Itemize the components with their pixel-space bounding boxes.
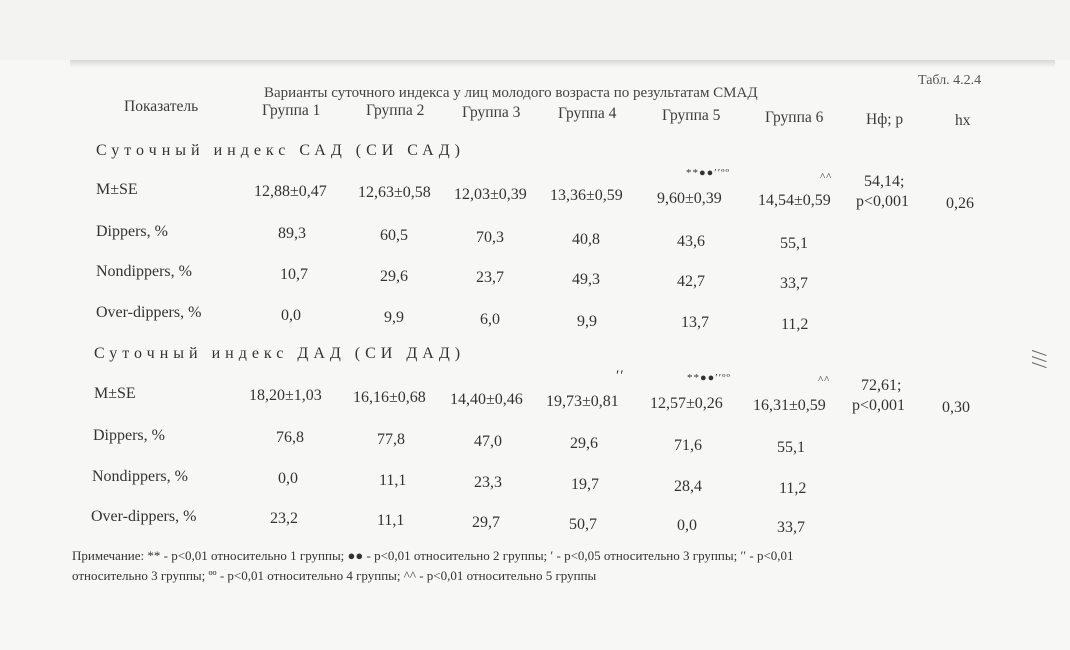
header-group-5: Группа 5 [662, 107, 721, 124]
row-label-nondippers: Nondippers, % [96, 263, 192, 280]
table-cell: 28,4 [674, 478, 702, 495]
scan-page-edge [70, 60, 1055, 68]
table-number: Табл. 4.2.4 [918, 73, 982, 88]
table-cell: 14,40±0,46 [450, 391, 523, 408]
table-cell: 9,60±0,39 [657, 190, 722, 207]
table-cell: 49,3 [572, 271, 600, 288]
table-cell: 55,1 [780, 235, 808, 252]
header-stat: Нф; р [866, 111, 904, 128]
table-cell: 18,20±1,03 [249, 387, 322, 404]
table-cell: 33,7 [777, 519, 805, 536]
table-cell: 19,7 [571, 476, 599, 493]
table-cell: 60,5 [380, 227, 408, 244]
significance-mark: ′′ [616, 368, 625, 384]
table-cell: 12,57±0,26 [650, 395, 723, 412]
stat-p: p<0,001 [852, 397, 906, 414]
margin-mark: /// [1027, 349, 1053, 369]
header-hx: hx [955, 112, 971, 129]
row-label-dippers: Dippers, % [93, 427, 165, 444]
table-cell: 9,9 [384, 309, 404, 326]
table-cell: 0,0 [677, 517, 697, 534]
table-cell: 29,6 [380, 268, 408, 285]
table-cell: 12,03±0,39 [454, 186, 527, 203]
stat-value: 54,14; [864, 173, 905, 190]
footnote-line-2: относительно 3 группы; ºº - р<0,01 относительно 4 группы; ^^ - р<0,01 относительно 5 группы [72, 568, 597, 583]
table-cell: 42,7 [677, 273, 705, 290]
section-title-sad: Суточный индекс САД (СИ САД) [96, 142, 465, 159]
significance-mark: **●●′′ºº [687, 372, 731, 384]
table-cell: 23,3 [474, 474, 502, 491]
significance-mark: **●●′′ºº [686, 167, 730, 179]
table-cell: 76,8 [276, 429, 304, 446]
table-cell: 43,6 [677, 233, 705, 250]
table-caption: Варианты суточного индекса у лиц молодого возраста по результатам СМАД [264, 85, 758, 101]
row-label-mse: M±SE [94, 385, 136, 402]
hx-value: 0,26 [946, 195, 974, 212]
table-cell: 47,0 [474, 433, 502, 450]
footnote-line-1: Примечание: ** - р<0,01 относительно 1 группы; ●● - р<0,01 относительно 2 группы; ′ - р<0,05 относительно 3 группы; ′′ - р<0,01 [72, 548, 794, 563]
table-cell: 11,2 [779, 480, 807, 497]
table-cell: 0,0 [278, 470, 298, 487]
table-cell: 14,54±0,59 [758, 192, 831, 209]
table-cell: 12,63±0,58 [358, 184, 431, 201]
stat-value: 72,61; [861, 377, 902, 394]
table-cell: 70,3 [476, 229, 504, 246]
table-cell: 29,7 [472, 514, 500, 531]
header-group-6: Группа 6 [765, 109, 824, 126]
significance-mark: ^^ [818, 374, 831, 386]
table-cell: 16,31±0,59 [753, 397, 826, 414]
row-label-nondippers: Nondippers, % [92, 468, 188, 485]
table-cell: 9,9 [577, 313, 597, 330]
table-cell: 23,7 [476, 269, 504, 286]
table-cell: 0,0 [281, 307, 301, 324]
scan-top-area [0, 0, 1070, 60]
table-cell: 71,6 [674, 437, 702, 454]
hx-value: 0,30 [942, 399, 970, 416]
header-group-3: Группа 3 [462, 104, 521, 121]
table-cell: 29,6 [570, 435, 598, 452]
table-cell: 33,7 [780, 275, 808, 292]
stat-p: p<0,001 [856, 193, 910, 210]
row-label-overdippers: Over-dippers, % [96, 304, 202, 321]
table-cell: 6,0 [480, 311, 500, 328]
table-cell: 10,7 [280, 266, 308, 283]
row-label-mse: M±SE [96, 181, 138, 198]
header-group-2: Группа 2 [366, 102, 425, 119]
table-cell: 40,8 [572, 231, 600, 248]
table-cell: 55,1 [777, 439, 805, 456]
section-title-dad: Суточный индекс ДАД (СИ ДАД) [94, 345, 466, 362]
table-cell: 12,88±0,47 [254, 183, 327, 200]
table-cell: 23,2 [270, 510, 298, 527]
row-label-dippers: Dippers, % [96, 223, 168, 240]
table-cell: 13,7 [681, 314, 709, 331]
header-group-1: Группа 1 [262, 102, 321, 119]
table-cell: 11,1 [377, 512, 405, 529]
table-cell: 77,8 [377, 431, 405, 448]
table-cell: 16,16±0,68 [353, 389, 426, 406]
table-cell: 11,2 [781, 316, 809, 333]
significance-mark: ^^ [820, 171, 833, 183]
table-cell: 89,3 [278, 225, 306, 242]
header-indicator: Показатель [124, 98, 199, 115]
table-cell: 19,73±0,81 [546, 393, 619, 410]
table-cell: 50,7 [569, 516, 597, 533]
table-cell: 13,36±0,59 [550, 187, 623, 204]
table-cell: 11,1 [379, 472, 407, 489]
row-label-overdippers: Over-dippers, % [91, 508, 197, 525]
header-group-4: Группа 4 [558, 105, 617, 122]
